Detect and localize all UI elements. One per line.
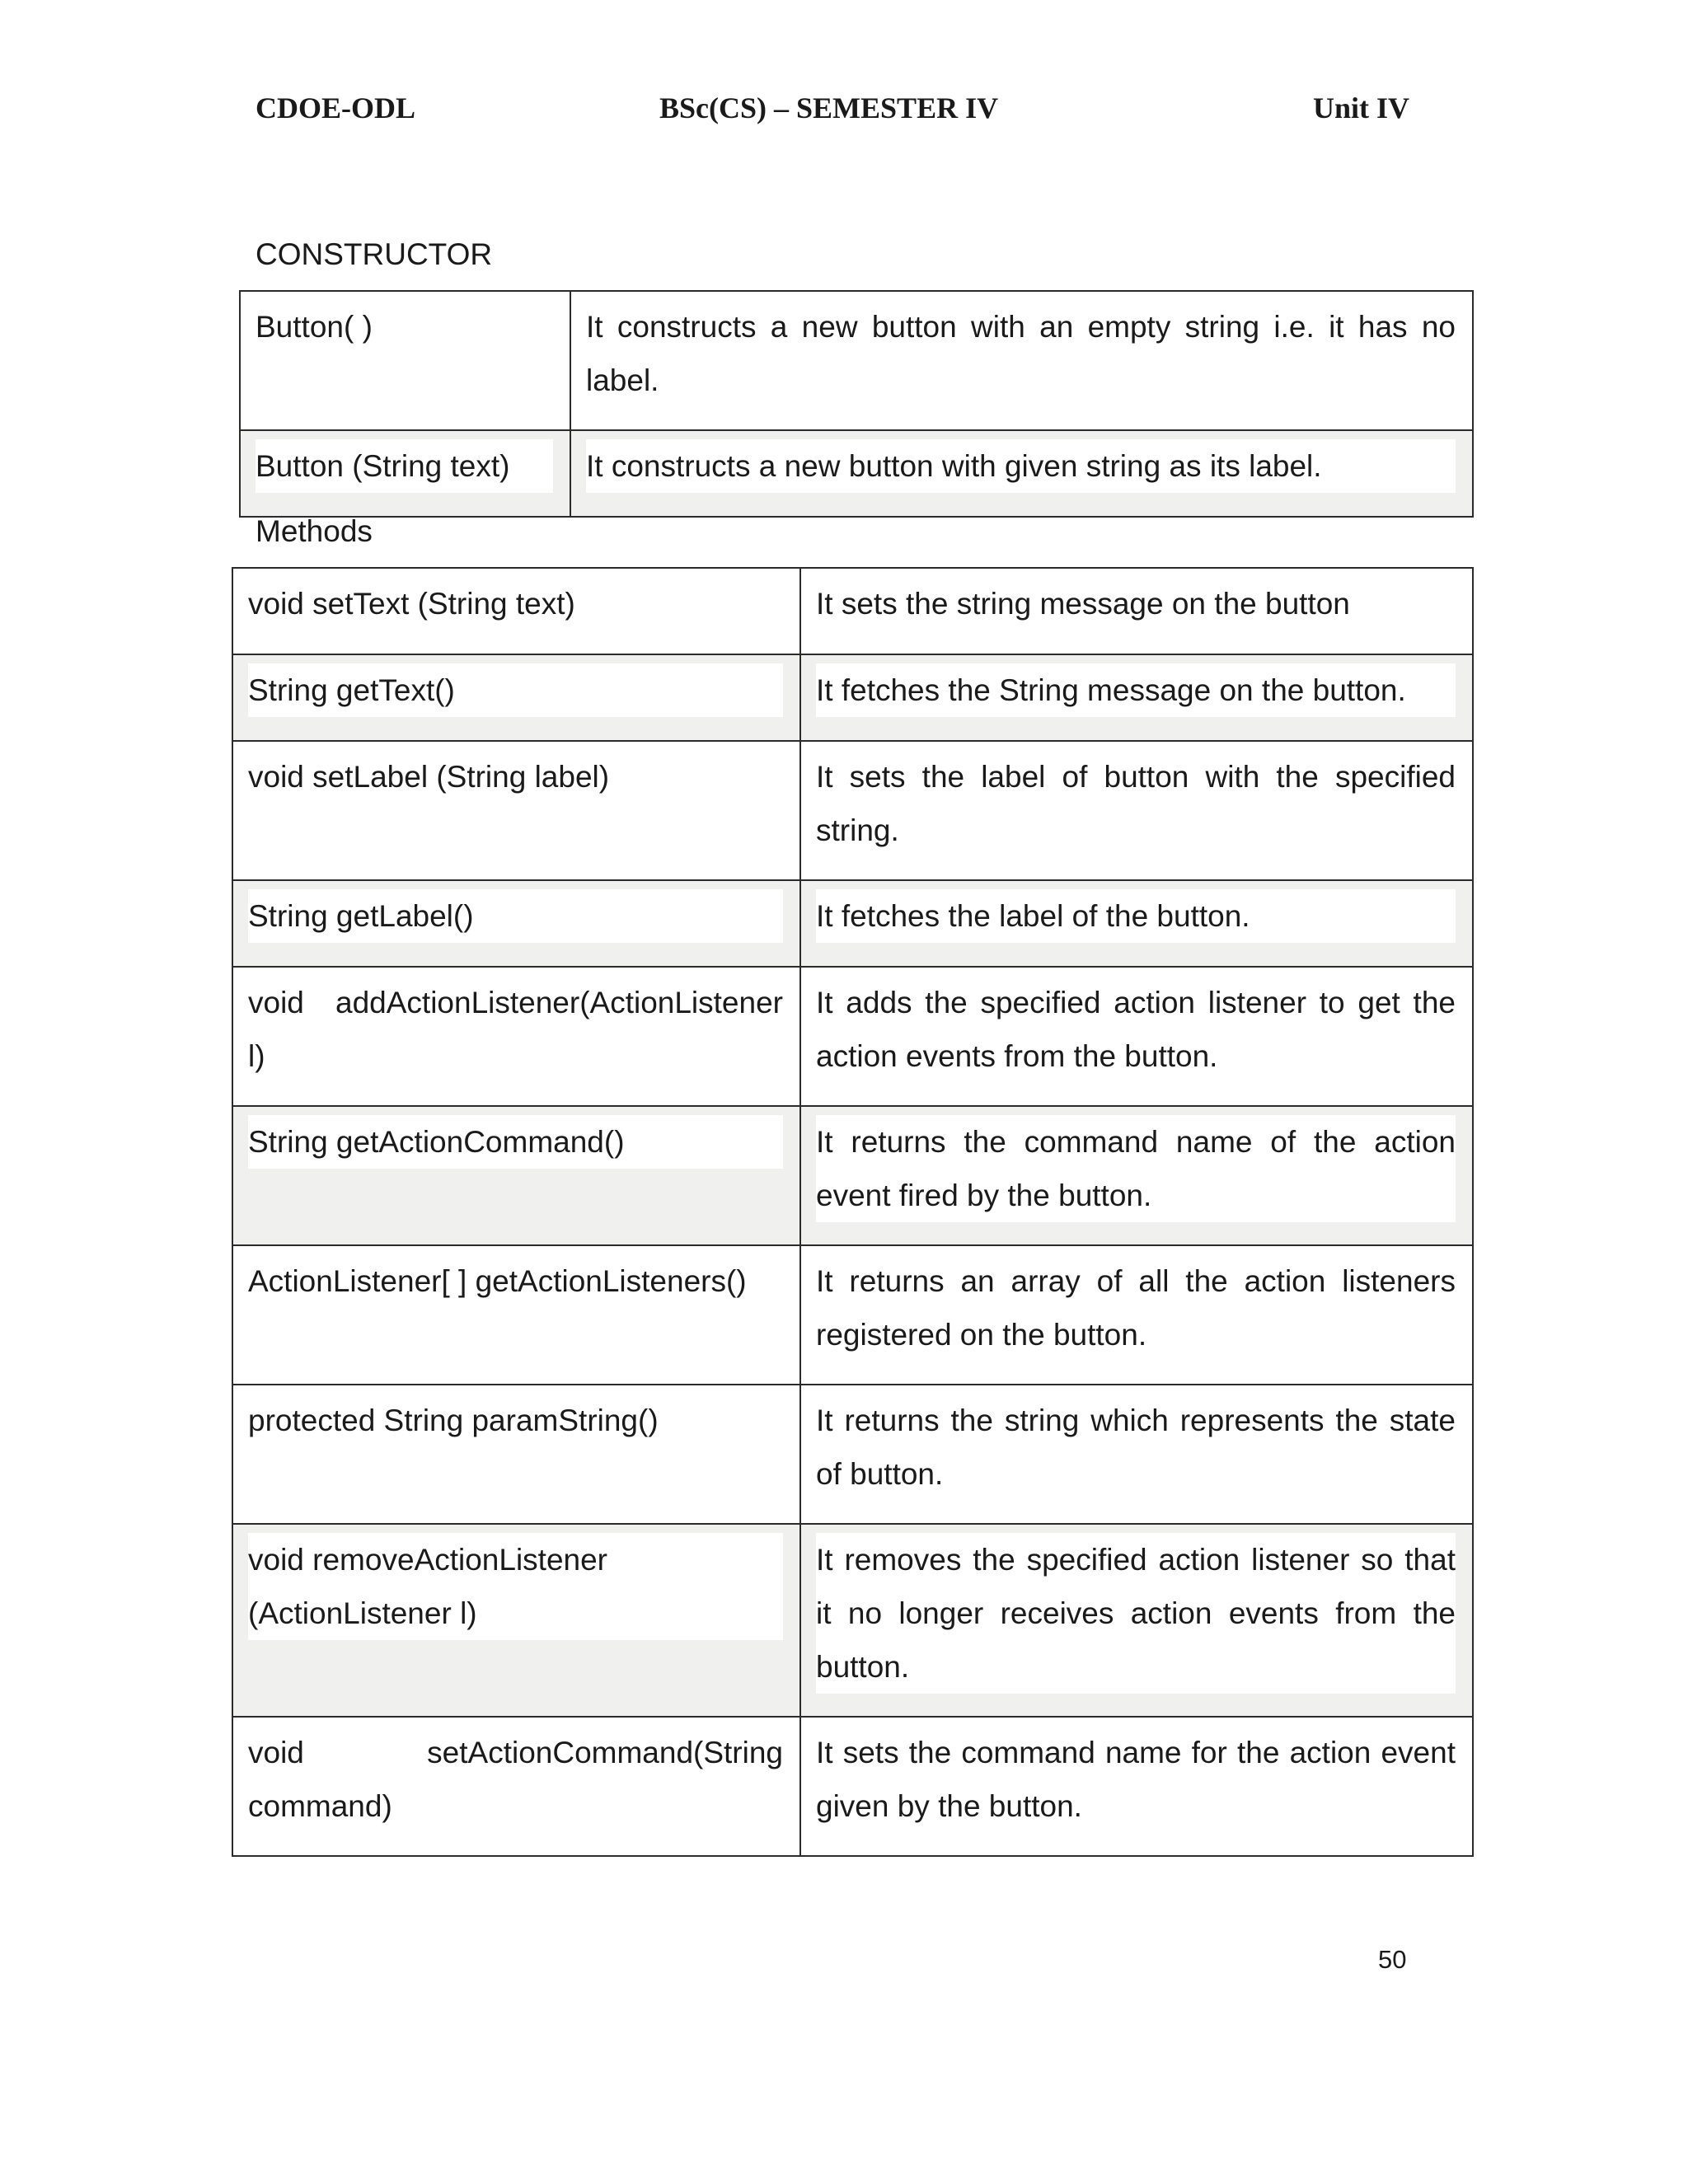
- method-description: It sets the string message on the button: [800, 568, 1473, 654]
- header-unit: Unit IV: [1312, 91, 1409, 124]
- constructor-description: It constructs a new button with an empty string i.e. it has no label.: [570, 291, 1473, 430]
- table-row: [232, 967, 1473, 1106]
- table-row: [232, 654, 1473, 741]
- table-row: [232, 1106, 1473, 1245]
- table-row: [232, 1524, 1473, 1717]
- methods-table: [232, 567, 1474, 1857]
- method-name: void removeActionListener (ActionListener l): [248, 1533, 783, 1640]
- method-description: It sets the label of button with the specified string.: [800, 741, 1473, 880]
- table-row: [240, 291, 1473, 430]
- method-description-cell: [800, 1106, 1473, 1245]
- method-name: String getText(): [248, 663, 783, 717]
- method-description-cell: [800, 1524, 1473, 1717]
- page-header: [256, 91, 1409, 132]
- method-description: It returns the string which represents the state of button.: [800, 1385, 1473, 1524]
- method-name-cell: [232, 1106, 800, 1245]
- method-description-cell: [800, 880, 1473, 967]
- method-name-cell: [232, 1524, 800, 1717]
- method-description: It returns an array of all the action listeners registered on the button.: [800, 1245, 1473, 1385]
- constructor-name: Button( ): [240, 291, 570, 430]
- method-description: It fetches the label of the button.: [816, 889, 1456, 943]
- method-name: String getActionCommand(): [248, 1115, 783, 1169]
- constructor-table: [239, 290, 1474, 518]
- method-name: void addActionListener(ActionListener l): [232, 967, 800, 1106]
- table-row: [232, 1245, 1473, 1385]
- method-description-cell: [800, 654, 1473, 741]
- method-name: String getLabel(): [248, 889, 783, 943]
- table-row: [240, 430, 1473, 517]
- method-name: ActionListener[ ] getActionListeners(): [232, 1245, 800, 1385]
- header-course: BSc(CS) – SEMESTER IV: [659, 91, 999, 124]
- method-name: void setLabel (String label): [232, 741, 800, 880]
- constructor-heading: CONSTRUCTOR: [256, 237, 493, 271]
- table-row: [232, 741, 1473, 880]
- method-description: It fetches the String message on the button.: [816, 663, 1456, 717]
- method-description: It removes the specified action listener so that it no longer receives action events from the button.: [816, 1533, 1456, 1694]
- constructor-description: It constructs a new button with given string as its label.: [586, 439, 1456, 493]
- header-institution: CDOE-ODL: [256, 91, 416, 124]
- table-row: [232, 1385, 1473, 1524]
- constructor-name: Button (String text): [256, 439, 553, 493]
- method-name: void setActionCommand(String command): [232, 1717, 800, 1856]
- table-row: [232, 1717, 1473, 1856]
- page-number: 50: [1378, 1945, 1407, 1974]
- table-row: [232, 568, 1473, 654]
- constructor-name-cell: [240, 430, 570, 517]
- table-row: [232, 880, 1473, 967]
- method-name: void setText (String text): [232, 568, 800, 654]
- methods-heading: Methods: [256, 514, 373, 548]
- method-description: It returns the command name of the action event fired by the button.: [816, 1115, 1456, 1222]
- constructor-description-cell: [570, 430, 1473, 517]
- method-description: It sets the command name for the action event given by the button.: [800, 1717, 1473, 1856]
- method-description: It adds the specified action listener to get the action events from the button.: [800, 967, 1473, 1106]
- method-name-cell: [232, 880, 800, 967]
- method-name: protected String paramString(): [232, 1385, 800, 1524]
- method-name-cell: [232, 654, 800, 741]
